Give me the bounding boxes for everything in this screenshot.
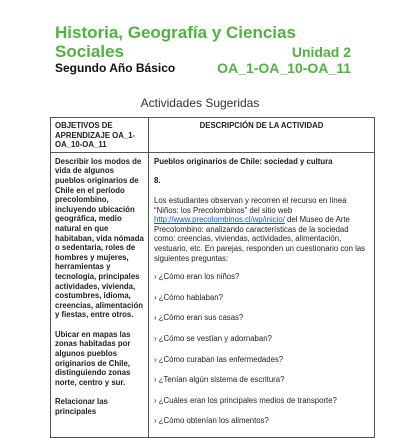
unit-label: Unidad 2	[291, 44, 351, 60]
objective-item: Relacionar las principales	[55, 397, 108, 417]
question-item: › ¿Cómo obtenían los alimentos?	[154, 416, 269, 426]
resource-link[interactable]: http://www.precolombinos.cl/wp/inicio/	[154, 215, 285, 225]
question-item: › ¿Cómo se vestían y adornaban?	[154, 333, 272, 343]
paragraph-text: Los estudiantes observan y recorren el recurso en línea “Niños: los Precolombinos” del sitio web	[154, 195, 347, 215]
question-item: › ¿Cómo curaban las enfermedades?	[154, 354, 284, 364]
table-row	[51, 152, 375, 437]
objective-item: Ubicar en mapas las zonas habitadas por algunos pueblos originarios de Chile, distinguiendo zonas norte, centro y sur.	[55, 329, 131, 387]
activities-table	[50, 117, 375, 438]
paragraph-text: del Museo de Arte Precolombino: analizando características de la sociedad como: creencias, viviendas, actividades, alimentación, vestuario, etc. En parejas, responden un cuestionario con las siguientes preguntas:	[154, 215, 366, 263]
grade-label: Segundo Año Básico	[55, 61, 176, 75]
activity-cell	[149, 152, 375, 437]
question-item: › ¿Cómo hablaban?	[154, 292, 223, 302]
document-header	[0, 0, 400, 80]
subject-title-line1: Historia, Geografía y Ciencias	[55, 23, 296, 42]
objectives-header: OBJETIVOS DE APRENDIZAJE OA_1-OA_10-OA_11	[51, 118, 149, 153]
activity-number: 8.	[154, 176, 161, 186]
oa-range-label: OA_1-OA_10-OA_11	[217, 60, 351, 76]
objective-item: Describir los modos de vida de algunos pueblos originarios de Chile en el período precolombino, incluyendo ubicación geográfica, medio natural en que habitaban, vida nómada o sedentaria, roles de hombres y mujeres, herramientas y tecnología, principales actividades, vivienda, costumbres, idioma, creencias, alimentación y fiestas, entre otros.	[55, 156, 144, 320]
section-title: Actividades Sugeridas	[140, 96, 260, 110]
question-item: › ¿Tenían algún sistema de escritura?	[154, 375, 285, 385]
question-item: › ¿Cómo eran los niños?	[154, 272, 240, 282]
question-item: › ¿Cuáles eran los principales medios de transporte?	[154, 395, 337, 405]
objectives-cell	[51, 152, 149, 437]
activity-title: Pueblos originarios de Chile: sociedad y cultura	[154, 156, 333, 166]
activity-paragraph	[154, 196, 369, 263]
question-item: › ¿Cómo eran sus casas?	[154, 313, 244, 323]
activity-description-header: DESCRIPCIÓN DE LA ACTIVIDAD	[149, 118, 375, 153]
subject-title-line2: Sociales	[55, 42, 124, 61]
table-header-row	[51, 118, 375, 153]
